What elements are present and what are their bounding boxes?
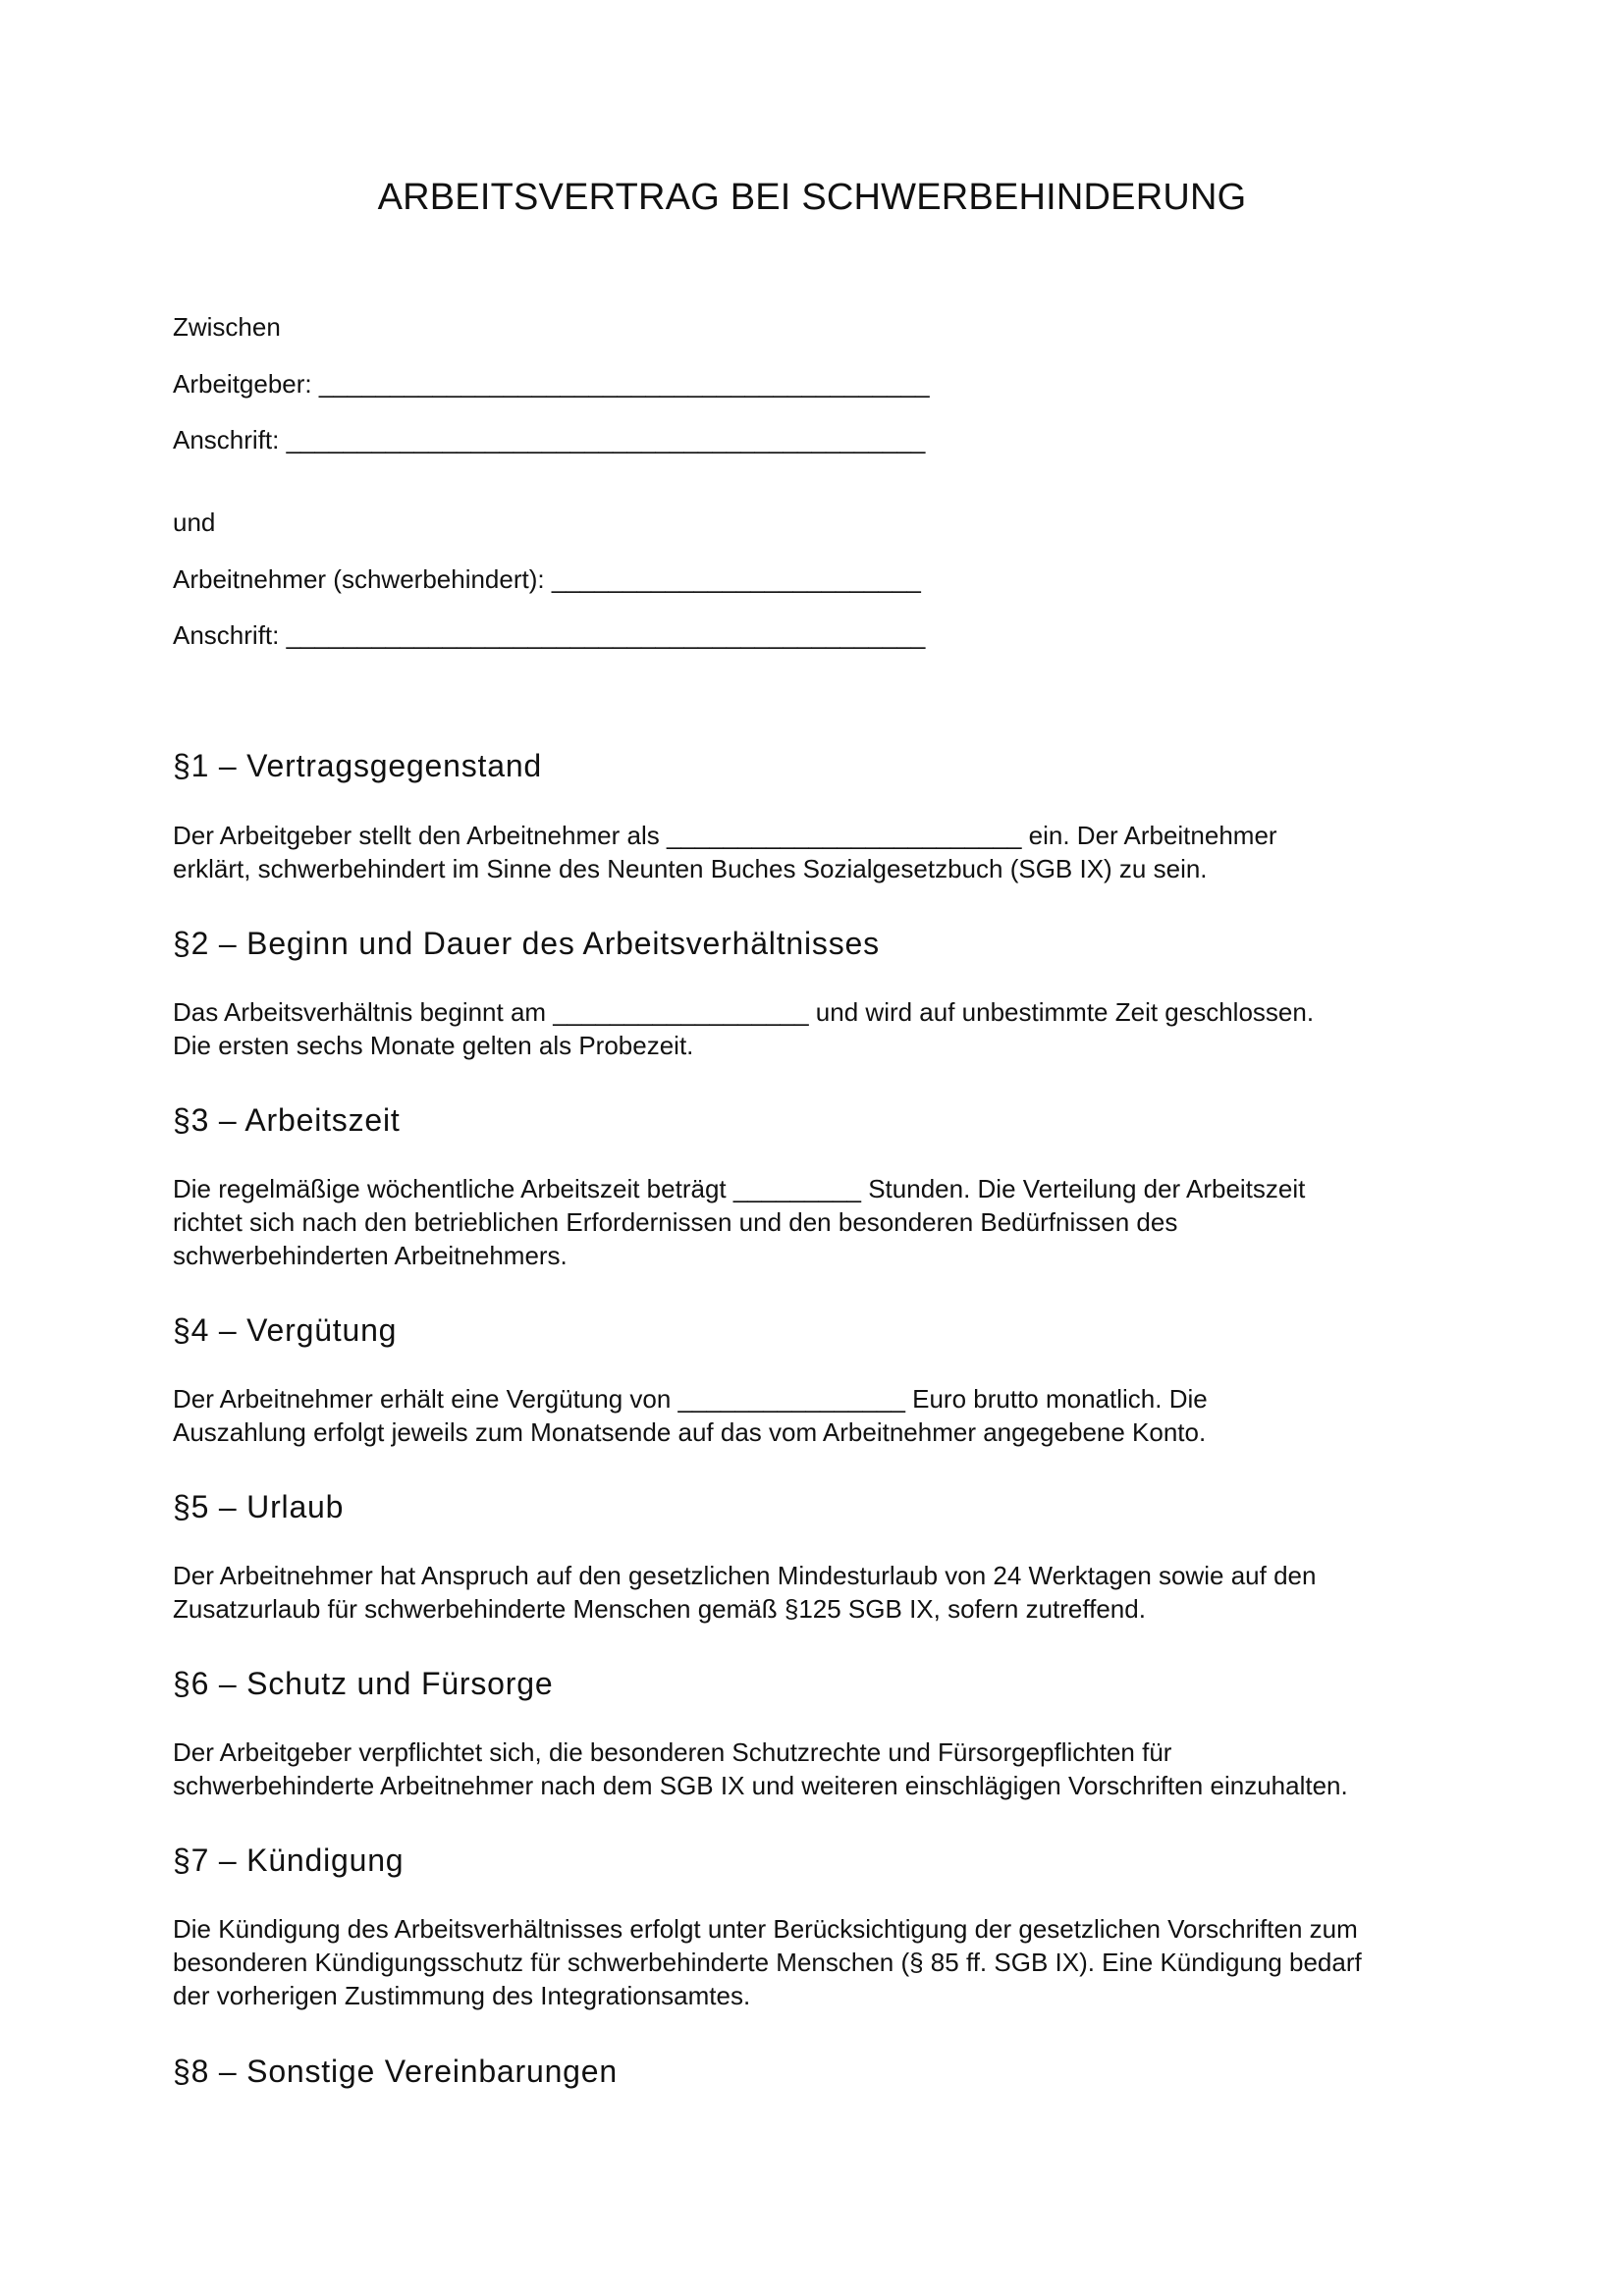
section-body-6	[173, 1735, 1479, 1802]
section-7-line: besonderen Kündigungsschutz für schwerbehinderte Menschen (§ 85 ff. SGB IX). Eine Kündigung bedarf	[173, 1948, 1362, 1977]
section-heading-3: §3 – Arbeitszeit	[173, 1102, 401, 1138]
section-5-line: Zusatzurlaub für schwerbehinderte Menschen gemäß §125 SGB IX, sofern zutreffend.	[173, 1594, 1146, 1624]
section-6-line: schwerbehinderte Arbeitnehmer nach dem SGB IX und weiteren einschlägigen Vorschriften einzuhalten.	[173, 1771, 1348, 1800]
section-1-line: Der Arbeitgeber stellt den Arbeitnehmer als _________________________ ein. Der Arbeitnehmer	[173, 821, 1277, 850]
section-heading-6: §6 – Schutz und Fürsorge	[173, 1666, 554, 1701]
section-heading-8: §8 – Sonstige Vereinbarungen	[173, 2054, 618, 2089]
section-6-line: Der Arbeitgeber verpflichtet sich, die besonderen Schutzrechte und Fürsorgepflichten für	[173, 1737, 1172, 1767]
section-body-2	[173, 995, 1479, 1062]
section-2-line: Die ersten sechs Monate gelten als Probezeit.	[173, 1031, 694, 1060]
section-body-1	[173, 819, 1479, 885]
section-body-4	[173, 1382, 1479, 1449]
and-label: und	[173, 507, 216, 537]
section-4-line: Auszahlung erfolgt jeweils zum Monatsende auf das vom Arbeitnehmer angegebene Konto.	[173, 1417, 1207, 1447]
section-5-line: Der Arbeitnehmer hat Anspruch auf den gesetzlichen Mindesturlaub von 24 Werktagen sowie auf den	[173, 1561, 1317, 1590]
section-body-5	[173, 1559, 1479, 1626]
section-heading-2: §2 – Beginn und Dauer des Arbeitsverhältnisses	[173, 926, 880, 961]
employer-field: Arbeitgeber: ___________________________________________	[173, 369, 930, 399]
section-heading-1: §1 – Vertragsgegenstand	[173, 748, 543, 783]
section-2-line: Das Arbeitsverhältnis beginnt am __________________ und wird auf unbestimmte Zeit geschlossen.	[173, 997, 1315, 1027]
section-heading-4: §4 – Vergütung	[173, 1312, 398, 1348]
document-title: ARBEITSVERTRAG BEI SCHWERBEHINDERUNG	[377, 177, 1247, 218]
section-1-line: erklärt, schwerbehindert im Sinne des Neunten Buches Sozialgesetzbuch (SGB IX) zu sein.	[173, 854, 1208, 883]
employee-address-field: Anschrift: _____________________________________________	[173, 620, 926, 650]
section-body-7	[173, 1912, 1479, 2012]
employee-field: Arbeitnehmer (schwerbehindert): __________________________	[173, 564, 921, 594]
section-7-line: Die Kündigung des Arbeitsverhältnisses erfolgt unter Berücksichtigung der gesetzlichen Vorschriften zum	[173, 1914, 1358, 1944]
section-heading-5: §5 – Urlaub	[173, 1489, 345, 1524]
section-3-line: schwerbehinderten Arbeitnehmers.	[173, 1241, 568, 1270]
section-4-line: Der Arbeitnehmer erhält eine Vergütung von ________________ Euro brutto monatlich. Die	[173, 1384, 1208, 1414]
section-body-3	[173, 1172, 1479, 1272]
section-3-line: Die regelmäßige wöchentliche Arbeitszeit beträgt _________ Stunden. Die Verteilung der Arbeitszeit	[173, 1174, 1306, 1203]
section-heading-7: §7 – Kündigung	[173, 1842, 405, 1878]
between-label: Zwischen	[173, 312, 281, 342]
section-7-line: der vorherigen Zustimmung des Integrationsamtes.	[173, 1981, 751, 2010]
employer-address-field: Anschrift: _____________________________________________	[173, 425, 926, 454]
section-3-line: richtet sich nach den betrieblichen Erfordernissen und den besonderen Bedürfnissen des	[173, 1207, 1178, 1237]
